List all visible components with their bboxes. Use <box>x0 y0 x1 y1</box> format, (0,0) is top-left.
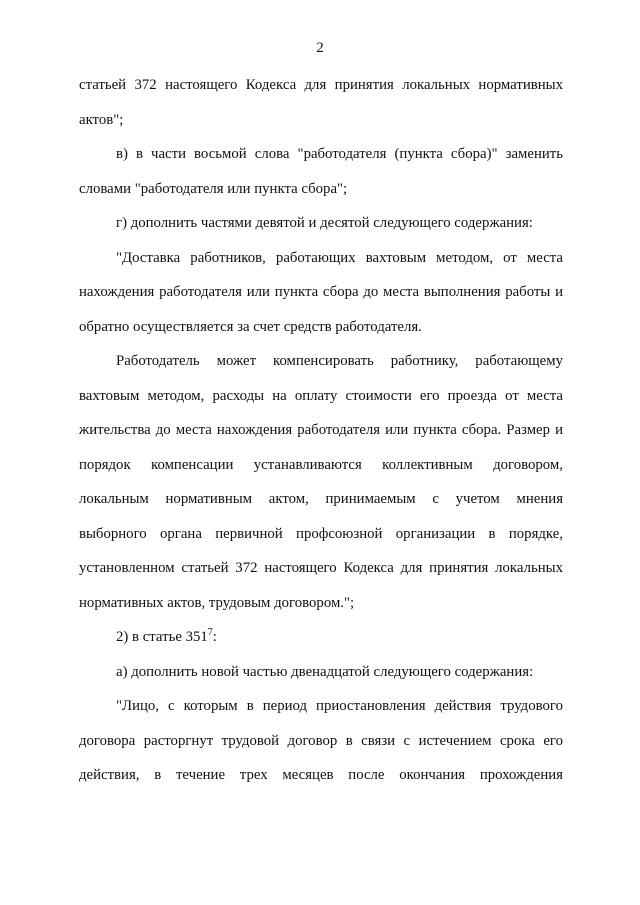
text-line: нахождения работодателя или пункта сбора до места выполнения работы и <box>79 284 563 300</box>
text-line: договора расторгнут трудовой договор в связи с истечением срока его <box>79 732 563 749</box>
text-line: вахтовым методом, расходы на оплату стоимости его проезда от места <box>79 387 563 404</box>
text-line: "Доставка работников, работающих вахтовым методом, от места <box>116 249 563 266</box>
text-line: г) дополнить частями девятой и десятой следующего содержания: <box>116 215 533 231</box>
item-2-colon: : <box>212 629 217 645</box>
text-line <box>79 620 563 655</box>
page-number: 2 <box>316 40 324 56</box>
text-line: обратно осуществляется за счет средств работодателя. <box>79 318 422 335</box>
paragraph-quote-person <box>79 689 563 793</box>
article-superscript: 7 <box>207 627 213 638</box>
text-line: локальным нормативным актом, принимаемым с учетом мнения <box>79 491 563 507</box>
text-line: установленном статьей 372 настоящего Кодекса для принятия локальных <box>79 560 563 576</box>
paragraph-compensation <box>79 344 563 620</box>
paragraph-quote-delivery <box>79 241 563 345</box>
paragraph-item-2 <box>79 620 563 655</box>
text-line: а) дополнить новой частью двенадцатой следующего содержания: <box>116 663 534 680</box>
paragraph-item-v <box>79 137 563 206</box>
document-body <box>79 68 563 793</box>
text-line: словами "работодателя или пункта сбора"; <box>79 180 348 197</box>
text-line: в) в части восьмой слова "работодателя (пункта сбора)" заменить <box>116 146 563 162</box>
text-line: актов"; <box>79 111 124 128</box>
paragraph-item-a <box>79 655 563 690</box>
text-line: Работодатель может компенсировать работнику, работающему <box>116 353 563 369</box>
text-line: нормативных актов, трудовым договором."; <box>79 594 355 611</box>
text-line: выборного органа первичной профсоюзной организации в порядке, <box>79 525 563 542</box>
text-line: действия, в течение трех месяцев после окончания прохождения <box>79 767 563 783</box>
text-line: статьей 372 настоящего Кодекса для принятия локальных нормативных <box>79 77 563 93</box>
text-line: жительства до места нахождения работодателя или пункта сбора. Размер и <box>79 422 563 438</box>
text-line: "Лицо, с которым в период приостановления действия трудового <box>116 698 563 714</box>
item-2-text: 2) в статье 351 <box>116 629 208 645</box>
paragraph-continuation <box>79 68 563 137</box>
text-line: порядок компенсации устанавливаются коллективным договором, <box>79 456 563 473</box>
paragraph-item-g <box>79 206 563 241</box>
